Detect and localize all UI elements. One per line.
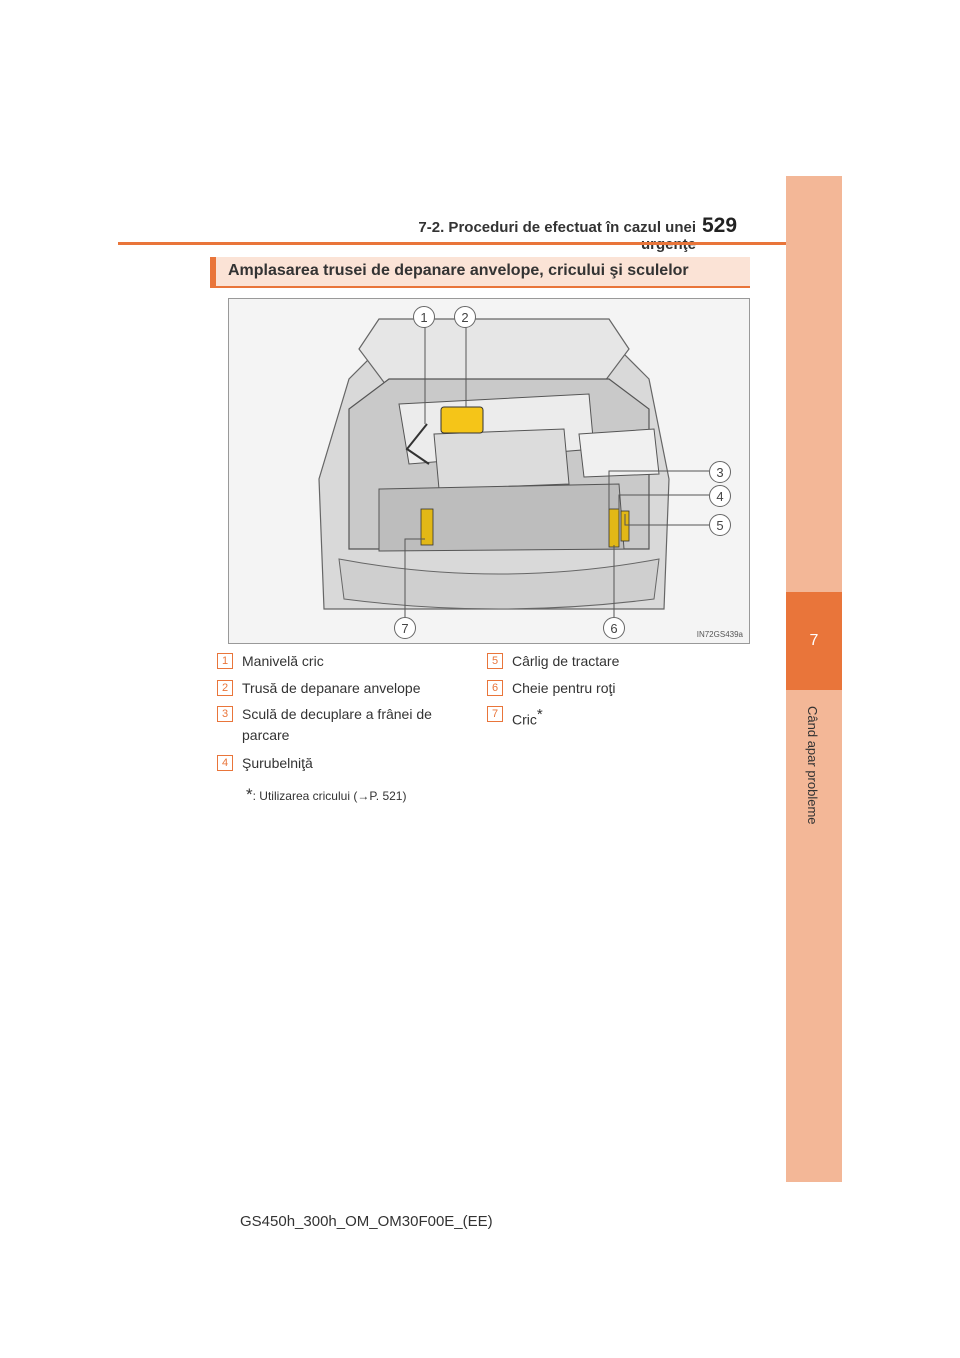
callout-7: 7 bbox=[394, 617, 416, 639]
car-trunk-drawing bbox=[229, 299, 749, 643]
illustration-code: IN72GS439a bbox=[696, 630, 743, 639]
footnote bbox=[246, 785, 406, 805]
footnote-mark: * bbox=[246, 785, 253, 804]
legend-label-7-mark: * bbox=[536, 706, 543, 723]
header-divider bbox=[118, 242, 786, 245]
callout-6: 6 bbox=[603, 617, 625, 639]
legend-label-3-cont: parcare bbox=[242, 727, 290, 743]
legend-num-4: 4 bbox=[217, 755, 233, 771]
legend-label-1: Manivelă cric bbox=[242, 653, 324, 669]
callout-3: 3 bbox=[709, 461, 731, 483]
section-title: Amplasarea trusei de depanare anvelope, cricului şi sculelor bbox=[228, 262, 689, 279]
callout-5: 5 bbox=[709, 514, 731, 536]
legend-num-3: 3 bbox=[217, 706, 233, 722]
callout-2: 2 bbox=[454, 306, 476, 328]
page-number: 529 bbox=[702, 214, 738, 237]
legend-num-7: 7 bbox=[487, 706, 503, 722]
legend-label-4: Şurubelniţă bbox=[242, 755, 313, 771]
footer-doc-id: GS450h_300h_OM_OM30F00E_(EE) bbox=[240, 1213, 493, 1230]
legend-label-3: Sculă de decuplare a frânei de bbox=[242, 706, 432, 722]
footnote-text[interactable]: : Utilizarea cricului (→P. 521) bbox=[252, 789, 407, 803]
chapter-title-vertical: Când apar probleme bbox=[805, 706, 820, 825]
legend-num-6: 6 bbox=[487, 680, 503, 696]
legend-label-6: Cheie pentru roţi bbox=[512, 680, 616, 696]
legend-num-5: 5 bbox=[487, 653, 503, 669]
trunk-illustration bbox=[228, 298, 750, 644]
running-header-section: 7-2. Proceduri de efectuat în cazul unei bbox=[418, 219, 696, 236]
legend-label-7 bbox=[512, 705, 543, 730]
legend-num-1: 1 bbox=[217, 653, 233, 669]
section-title-bar bbox=[210, 257, 750, 288]
chapter-number-tab[interactable]: 7 bbox=[786, 592, 842, 690]
legend-label-5: Cârlig de tractare bbox=[512, 653, 620, 669]
legend-label-7-text: Cric bbox=[512, 711, 537, 728]
legend-label-2: Trusă de depanare anvelope bbox=[242, 680, 421, 696]
callout-4: 4 bbox=[709, 485, 731, 507]
legend-num-2: 2 bbox=[217, 680, 233, 696]
callout-1: 1 bbox=[413, 306, 435, 328]
